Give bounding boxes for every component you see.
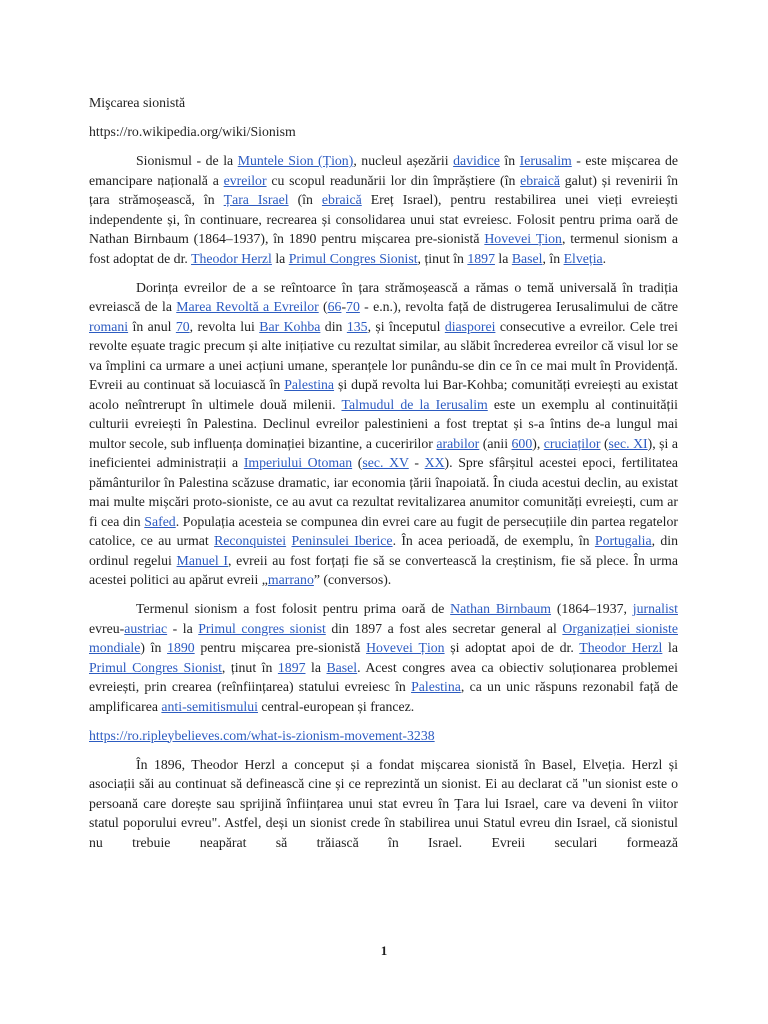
link-romani[interactable]: romani	[89, 318, 129, 334]
text-run: ),	[532, 435, 544, 451]
text-run: la	[494, 250, 512, 266]
link-ierusalim[interactable]: Ierusalim	[519, 153, 572, 168]
text-run: , ca un unic răspuns rezonabil față de amplificarea	[89, 679, 678, 714]
page-number: 1	[380, 943, 388, 958]
link-basel[interactable]: Basel	[326, 659, 358, 675]
link-135[interactable]: 135	[346, 318, 368, 334]
text-run: , ținut în	[221, 659, 278, 675]
document-body	[89, 93, 678, 862]
text-run: , nucleul așezării	[353, 153, 454, 168]
text-run: la	[305, 659, 327, 675]
link-theodor-herzl[interactable]: Theodor Herzl	[191, 250, 272, 266]
link-elvetia[interactable]: Elveția	[563, 250, 603, 266]
source-url-ripleybelieves	[89, 726, 678, 746]
link-70[interactable]: 70	[175, 318, 190, 334]
text-run: Sionismul - de la	[136, 153, 238, 168]
text-run: https://ro.wikipedia.org/wiki/Sionism	[89, 124, 296, 139]
link-anti-semitismului[interactable]: anti-semitismului	[161, 698, 258, 714]
link-1897[interactable]: 1897	[277, 659, 306, 675]
link-evreilor[interactable]: evreilor	[223, 172, 267, 188]
text-run: pentru mișcarea pre-sionistă	[194, 640, 367, 655]
text-run: este un exemplu al continuității culturii evreiești în Palestina. Declinul evreilor palestinieni a fost treptat și s-a întins de-a lungul mai multor secole, sub influența dominației bizantine, a cuceririlor	[89, 396, 678, 451]
link-arabilor[interactable]: arabilor	[436, 435, 480, 451]
link-imperiului-otoman[interactable]: Imperiului Otoman	[243, 455, 353, 470]
text-run: Termenul sionism a fost folosit pentru prima oară de	[136, 601, 451, 616]
text-run: , ținut în	[417, 250, 468, 266]
text-run: cu scopul readunării lor din împrăștiere (în	[266, 172, 521, 188]
text-run: , în	[542, 250, 564, 266]
text-run: galut) și revenirii în țara strămoșească, în	[89, 172, 678, 207]
link-davidice[interactable]: davidice	[453, 153, 500, 168]
text-run: la	[662, 640, 679, 655]
text-run: din 1897 a fost ales secretar general al	[325, 620, 563, 636]
text-run: În 1896, Theodor Herzl a conceput și a fondat mișcarea sionistă în Basel, Elveția. Herzl și asociații săi au continuat să definească cine și ce reprezintă un sionist. Ei au declarat că "un sionist este o persoană care dorește sau sprijină înființarea unui stat evreu în Țara lui Israel, care va deveni în viitor statul poporului evreu". Astfel, deși un sionist crede în stabilirea unui Statul evreu din Israel, că sionistul nu trebuie neapărat să trăiască în Israel. Evreii seculari formează	[89, 756, 678, 850]
text-run: Dorința evreilor de a se reîntoarce în țara strămoșească a rămas o temă universală în tradiția evreiască de la	[89, 279, 678, 314]
text-run: (	[318, 299, 328, 314]
paragraph-herzl-1896	[89, 755, 678, 853]
text-run: (	[352, 455, 363, 470]
text-run: ” (conversos).	[313, 572, 392, 587]
link-hovevei-tion[interactable]: Hovevei Țion	[484, 231, 562, 246]
text-run: la	[271, 250, 289, 266]
text-run: , din ordinul regelui	[89, 533, 679, 568]
link-organizatiei-sioniste-mondiale[interactable]: Organizației sioniste mondiale	[89, 620, 678, 655]
text-run: - la	[167, 620, 199, 636]
text-run: . Acest congres avea ca obiectiv soluționarea problemei evreiești, prin crearea (reînființarea) statului evreiesc în	[89, 659, 678, 694]
link-https-ro-ripleybelieves-com-what-is-zionism-movement-3238[interactable]: https://ro.ripleybelieves.com/what-is-zionism-movement-3238	[89, 727, 435, 743]
text-run: și adoptat apoi de dr.	[444, 640, 580, 655]
paragraph-dorinta-evreilor	[89, 278, 678, 590]
link-66[interactable]: 66	[327, 299, 342, 314]
link-manuel-i[interactable]: Manuel I	[176, 552, 228, 568]
link-bar-kohba[interactable]: Bar Kohba	[259, 318, 321, 334]
link-peninsulei-iberice[interactable]: Peninsulei Iberice	[291, 533, 393, 548]
text-run: în anul	[128, 318, 176, 334]
link-70[interactable]: 70	[346, 299, 360, 314]
text-run: evreu-	[89, 620, 125, 636]
text-run: din	[320, 318, 347, 334]
paragraph-sionismul	[89, 151, 678, 268]
link-talmudul-de-la-ierusalim[interactable]: Talmudul de la Ierusalim	[341, 396, 488, 412]
link-600[interactable]: 600	[511, 435, 533, 451]
text-run: -	[341, 299, 347, 314]
link-ebraica[interactable]: ebraică	[321, 192, 362, 207]
link-palestina[interactable]: Palestina	[284, 377, 335, 392]
text-run: central-european și francez.	[257, 698, 415, 714]
link-cruciatilor[interactable]: cruciaților	[543, 435, 601, 451]
link-palestina[interactable]: Palestina	[411, 679, 461, 694]
text-run: .	[602, 250, 607, 266]
source-url-wikipedia	[89, 122, 678, 142]
text-run: consecutive a evreilor. Cele trei revolte eșuate tragic precum și alte inițiative cu rezultat similar, au slăbit încrederea evreilor că visul lor se va împlini ca urmare a unei acțiuni umane, speranțele lor punându-se din ce în ce mai mult în Providență. Evreii au continuat să locuiască în	[89, 318, 679, 392]
text-run: ) în	[140, 640, 168, 655]
text-run: ), și a ineficientei administrații a	[89, 435, 678, 470]
link-primul-congres-sionist[interactable]: Primul Congres Sionist	[89, 659, 222, 675]
link-xx[interactable]: XX	[424, 455, 445, 470]
text-run: , revolta lui	[189, 318, 260, 334]
link-portugalia[interactable]: Portugalia	[594, 533, 652, 548]
link-marrano[interactable]: marrano	[267, 572, 314, 587]
link-basel[interactable]: Basel	[511, 250, 543, 266]
link-tara-israel[interactable]: Țara Israel	[223, 192, 289, 207]
link-jurnalist[interactable]: jurnalist	[632, 601, 678, 616]
text-run: ). Spre sfârșitul acestei epoci, fertilitatea pământurilor în Palestina scăzuse dramatic, iar economia țării înapoiată. În ciuda acestui declin, au existat mai multe mișcări proto-sioniste, ce au avut ca rezultat revitalizarea anumitor comunități evreiești, cum ar fi cea din	[89, 455, 679, 529]
text-run: - e.n.), revolta față de distrugerea Ierusalimului de către	[359, 299, 678, 314]
link-sec-xi[interactable]: sec. XI	[608, 435, 648, 451]
text-run: (anii	[479, 435, 512, 451]
text-run: - este mișcarea de emancipare națională a	[89, 153, 679, 188]
link-1897[interactable]: 1897	[467, 250, 495, 266]
link-1890[interactable]: 1890	[167, 640, 195, 655]
link-sec-xv[interactable]: sec. XV	[362, 455, 409, 470]
link-ebraica[interactable]: ebraică	[520, 172, 560, 188]
text-run: (	[600, 435, 609, 451]
link-marea-revolta-a-evreilor[interactable]: Marea Revoltă a Evreilor	[176, 299, 319, 314]
link-primul-congres-sionist[interactable]: Primul Congres Sionist	[288, 250, 418, 266]
text-run: (1864–1937,	[551, 601, 633, 616]
text-run: , evreii au fost forțați fie să se convertească la creștinism, fie să plece. În urma acestei politici au apărut evreii „	[89, 552, 678, 587]
text-run: (în	[288, 192, 322, 207]
text-run: în	[499, 153, 520, 168]
link-safed[interactable]: Safed	[144, 513, 176, 529]
text-run: . Populația acesteia se compunea din evrei care au fugit de persecuțiile din partea regatelor catolice, ce au urmat	[89, 513, 678, 548]
text-run: și după revolta lui Bar-Kohba; comunități evreiești au existat acolo neîntrerupt în ultimele două milenii.	[89, 377, 678, 412]
link-theodor-herzl[interactable]: Theodor Herzl	[579, 640, 663, 655]
text-run: -	[408, 455, 425, 470]
link-nathan-birnbaum[interactable]: Nathan Birnbaum	[450, 601, 552, 616]
link-muntele-sion-tion[interactable]: Muntele Sion (Țion)	[237, 153, 354, 168]
link-reconquistei[interactable]: Reconquistei	[214, 533, 287, 548]
text-run: . În acea perioadă, de exemplu, în	[392, 533, 595, 548]
text-run: Ereț Israel), pentru restabilirea unei vieți evreiești independente și, în continuare, recrearea și consolidarea unui stat evreiesc. Folosit pentru prima oară de Nathan Birnbaum (1864–1937), în 1890 pentru mișcarea pre-sionistă	[89, 192, 678, 246]
document-title	[89, 93, 678, 113]
link-hovevei-tion[interactable]: Hovevei Țion	[366, 640, 445, 655]
text-run: , și începutul	[367, 318, 445, 334]
link-diasporei[interactable]: diasporei	[444, 318, 496, 334]
text-run: Mişcarea sionistă	[89, 95, 186, 110]
link-primul-congres-sionist[interactable]: Primul congres sionist	[198, 620, 326, 636]
paragraph-termenul-sionism	[89, 599, 678, 716]
text-run: , termenul sionism a fost adoptat de dr.	[89, 231, 678, 266]
link-austriac[interactable]: austriac	[124, 620, 168, 636]
